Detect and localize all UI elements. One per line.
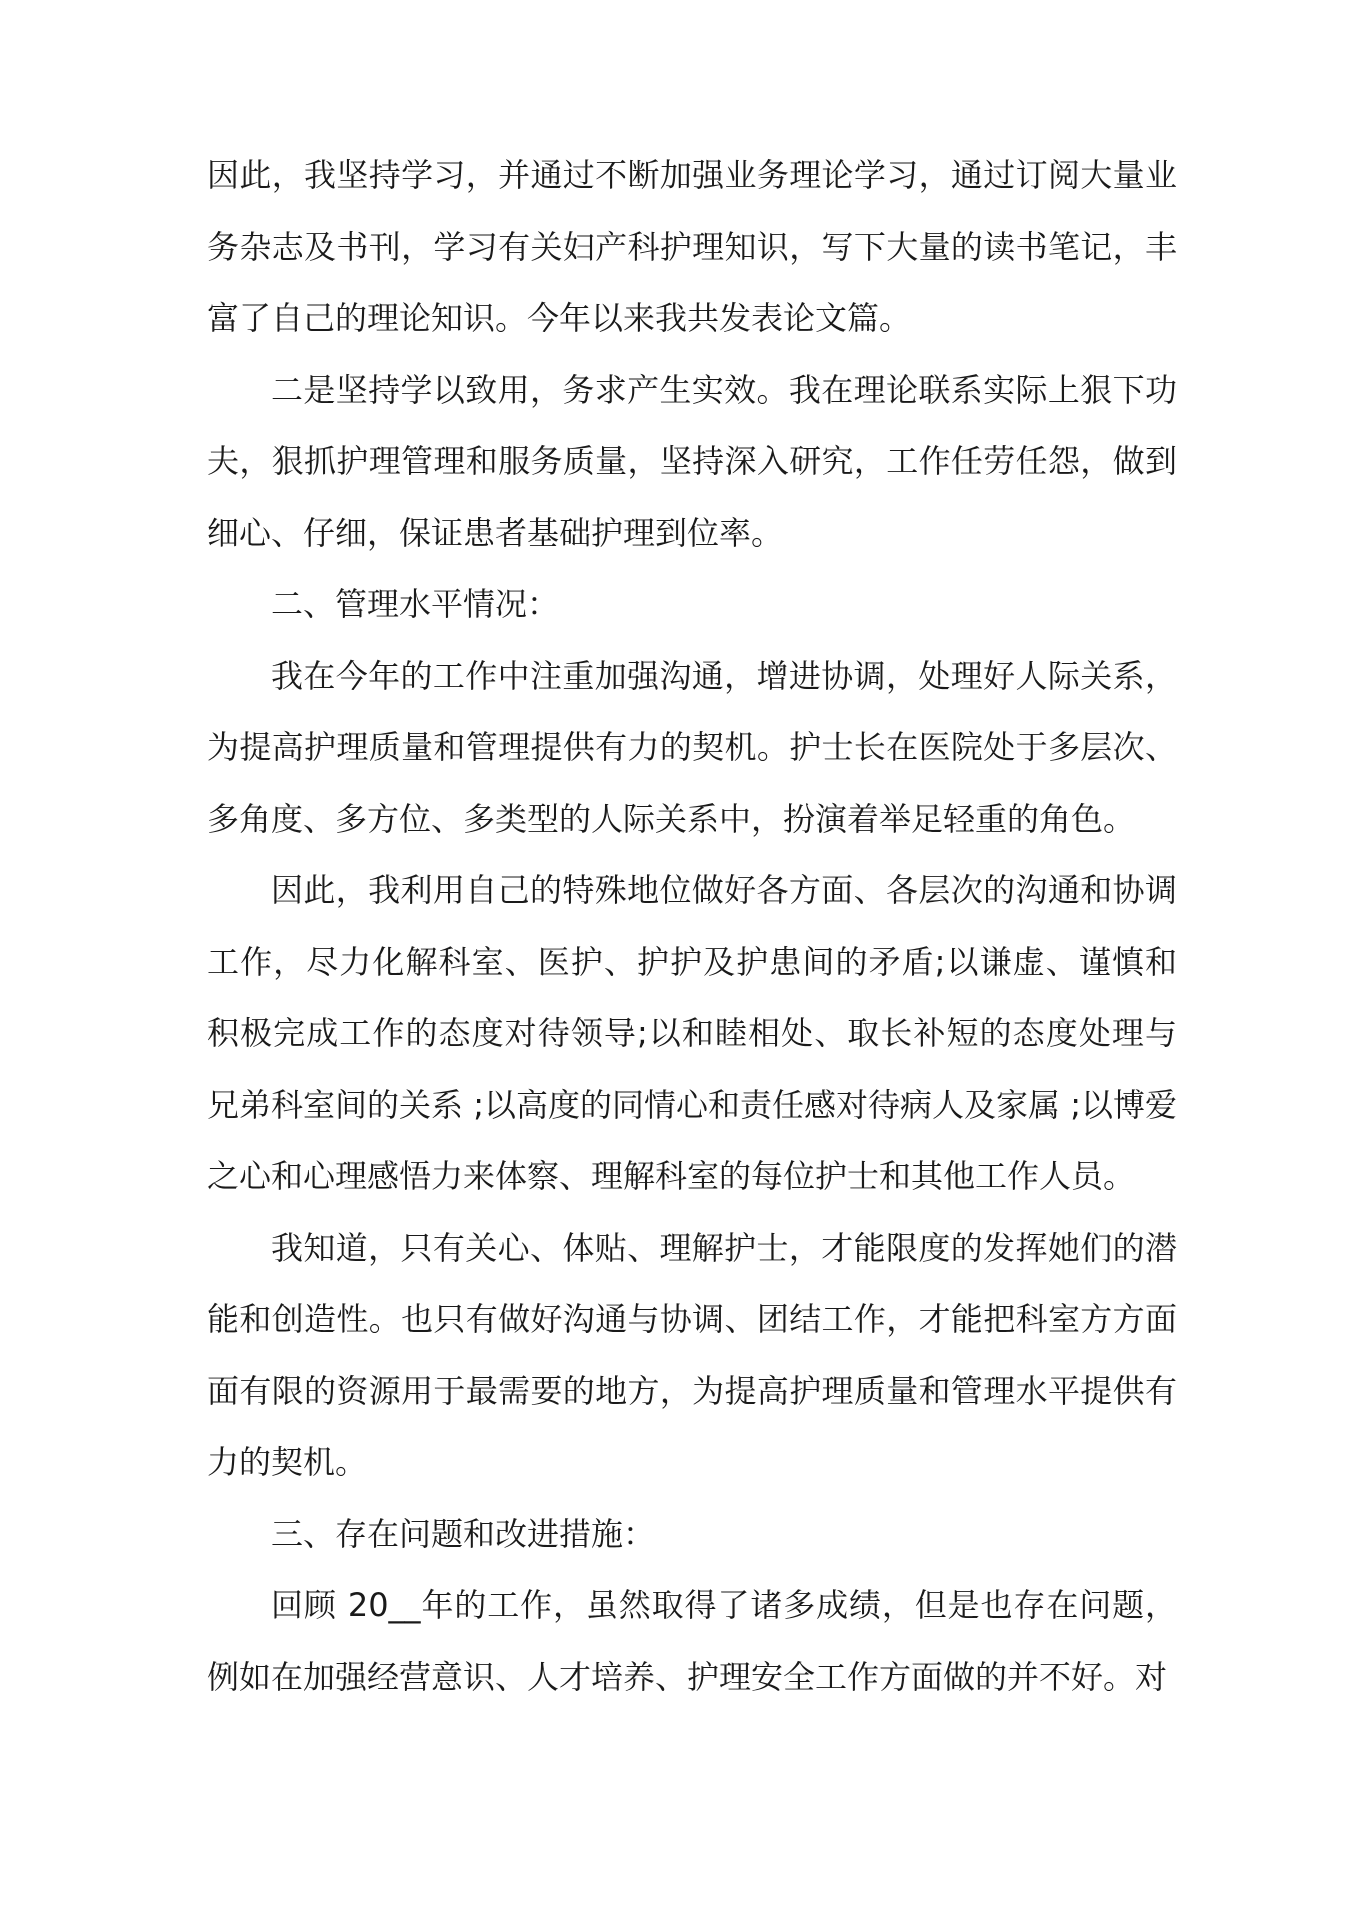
paragraph-6: 我知道，只有关心、体贴、理解护士，才能限度的发挥她们的潜能和创造性。也只有做好沟通与协调、团结工作，才能把科室方方面面有限的资源用于最需要的地方，为提高护理质量和管理水平提供有力的契机。 bbox=[207, 1228, 1177, 1481]
paragraph-5: 因此，我利用自己的特殊地位做好各方面、各层次的沟通和协调工作，尽力化解科室、医护、护护及护患间的矛盾;以谦虚、谨慎和积极完成工作的态度对待领导;以和睦相处、取长补短的态度处理与兄弟科室间的关系 ;以高度的同情心和责任感对待病人及家属 ;以博爱之心和心理感悟力来体察、理解科室的每位护士和其他工作人员。 bbox=[207, 871, 1177, 1195]
paragraph-4: 我在今年的工作中注重加强沟通，增进协调，处理好人际关系，为提高护理质量和管理提供有力的契机。护士长在医院处于多层次、多角度、多方位、多类型的人际关系中，扮演着举足轻重的角色。 bbox=[207, 656, 1177, 838]
section-heading-problems: 三、存在问题和改进措施： bbox=[271, 1514, 656, 1553]
paragraph-1: 因此，我坚持学习，并通过不断加强业务理论学习，通过订阅大量业务杂志及书刊，学习有关妇产科护理知识，写下大量的读书笔记，丰富了自己的理论知识。今年以来我共发表论文篇。 bbox=[207, 156, 1177, 337]
paragraph-8: 回顾 20__年的工作，虽然取得了诸多成绩，但是也存在问题，例如在加强经营意识、人才培养、护理安全工作方面做的并不好。对 bbox=[207, 1586, 1177, 1696]
paragraph-2: 二是坚持学以致用，务求产生实效。我在理论联系实际上狠下功夫，狠抓护理管理和服务质量，坚持深入研究，工作任劳任怨，做到细心、仔细，保证患者基础护理到位率。 bbox=[207, 370, 1177, 552]
document-body bbox=[207, 140, 1177, 1713]
section-heading-management: 二、管理水平情况： bbox=[271, 585, 560, 623]
